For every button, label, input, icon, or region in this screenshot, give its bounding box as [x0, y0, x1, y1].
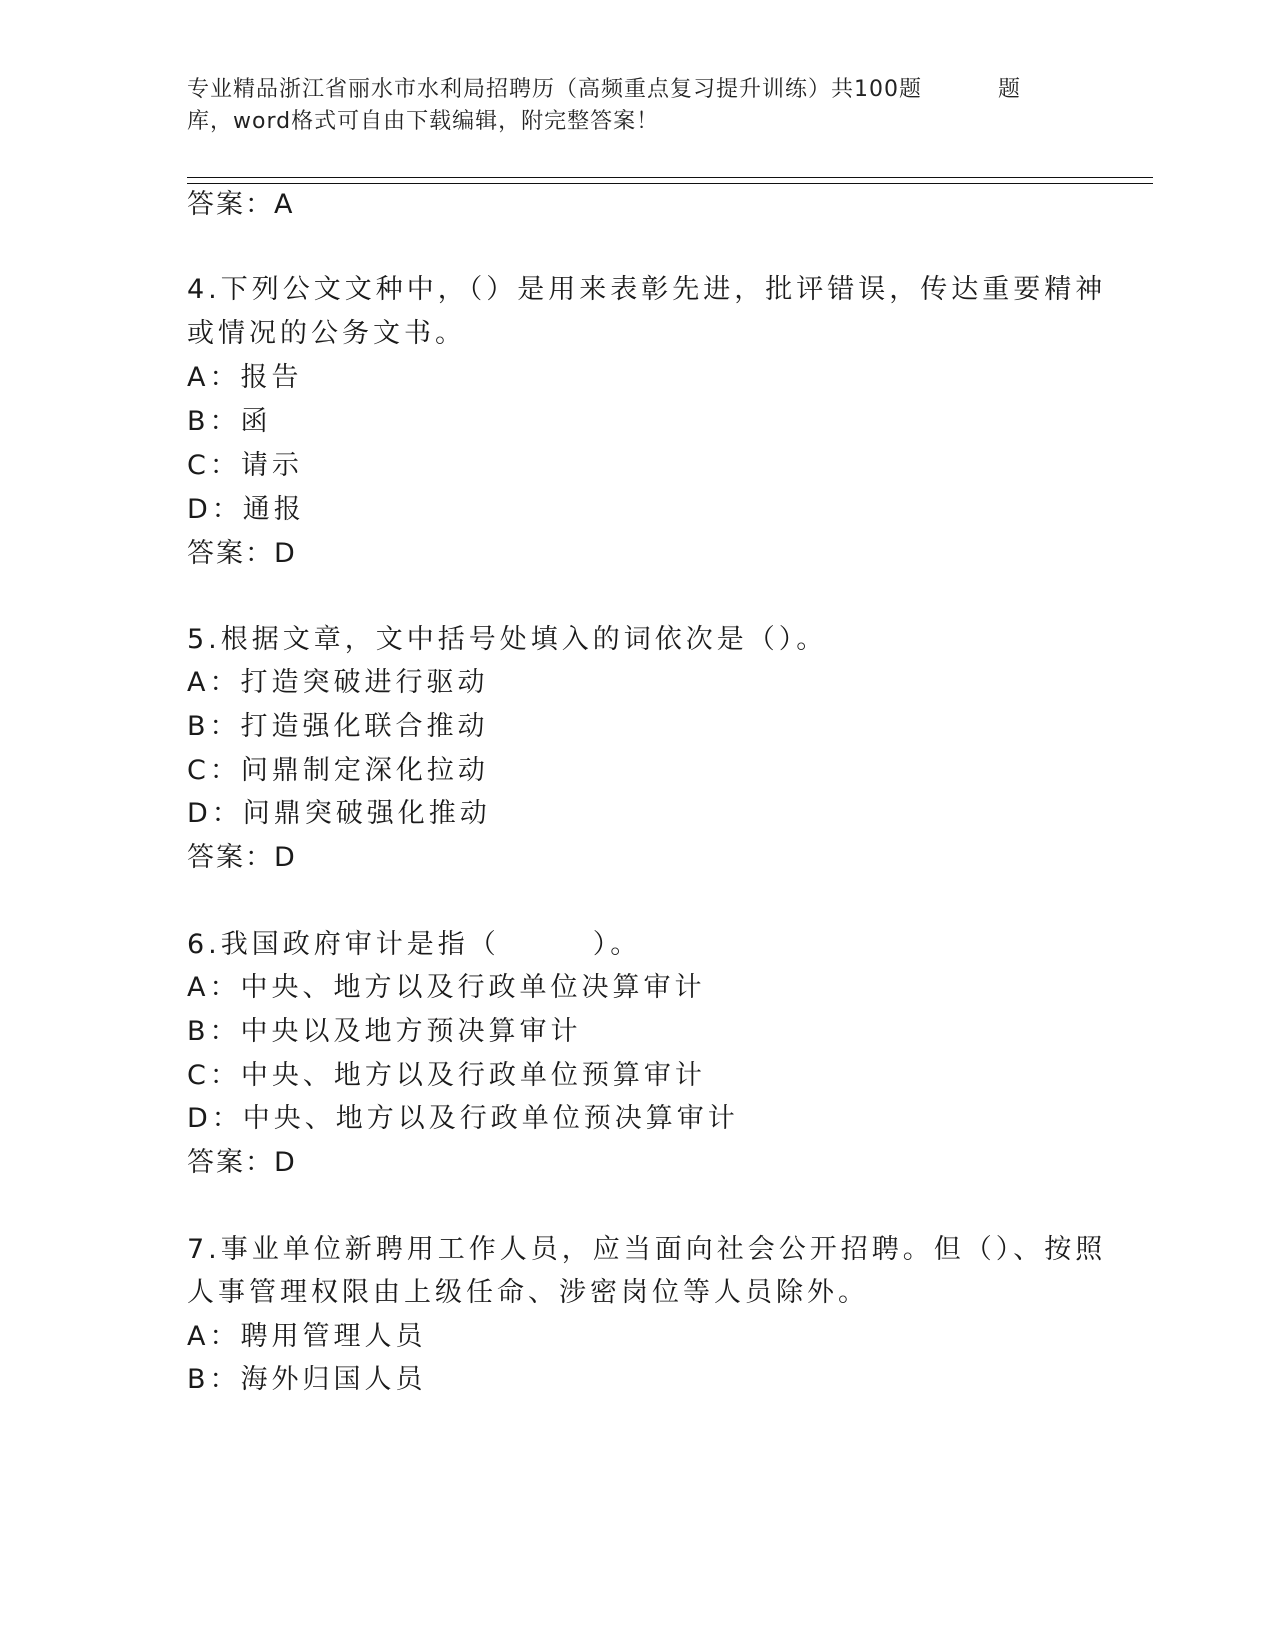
option-a: A：中央、地方以及行政单位决算审计	[187, 972, 706, 1003]
option-d: D：通报	[187, 494, 305, 525]
answer-line: 答案：A	[187, 189, 295, 220]
option-a: A：报告	[187, 362, 303, 393]
option-b: B：中央以及地方预决算审计	[187, 1016, 582, 1047]
option-b: B：函	[187, 406, 272, 437]
option-a: A：聘用管理人员	[187, 1321, 427, 1352]
question-stem: 5.根据文章，文中括号处填入的词依次是（）。	[187, 624, 828, 655]
option-d: D：中央、地方以及行政单位预决算审计	[187, 1103, 739, 1134]
header-divider-bottom	[187, 183, 1153, 184]
answer-line: 答案：D	[187, 538, 297, 569]
answer-line: 答案：D	[187, 842, 297, 873]
option-c: C：问鼎制定深化拉动	[187, 755, 489, 786]
question-stem: 6.我国政府审计是指（ ）。	[187, 929, 642, 960]
header-line-2: 库，word格式可自由下载编辑，附完整答案！	[187, 109, 660, 134]
option-d: D：问鼎突破强化推动	[187, 798, 491, 829]
option-b: B：打造强化联合推动	[187, 711, 489, 742]
question-stem: 人事管理权限由上级任命、涉密岗位等人员除外。	[187, 1277, 869, 1308]
option-a: A：打造突破进行驱动	[187, 667, 489, 698]
option-c: C：请示	[187, 450, 303, 481]
header-line-1-tail: 题	[998, 77, 1022, 102]
option-c: C：中央、地方以及行政单位预算审计	[187, 1060, 706, 1091]
header-line-1	[187, 74, 1087, 106]
header-line-1-main: 专业精品浙江省丽水市水利局招聘历（高频重点复习提升训练）共100题	[187, 77, 922, 102]
header-divider-top	[187, 177, 1153, 178]
question-stem: 7.事业单位新聘用工作人员，应当面向社会公开招聘。但（）、按照	[187, 1234, 1107, 1265]
question-stem: 或情况的公务文书。	[187, 318, 466, 349]
option-b: B：海外归国人员	[187, 1364, 427, 1395]
question-stem: 4.下列公文文种中，（）是用来表彰先进，批评错误，传达重要精神	[187, 274, 1107, 305]
document-header	[187, 74, 1087, 138]
answer-line: 答案：D	[187, 1147, 297, 1178]
